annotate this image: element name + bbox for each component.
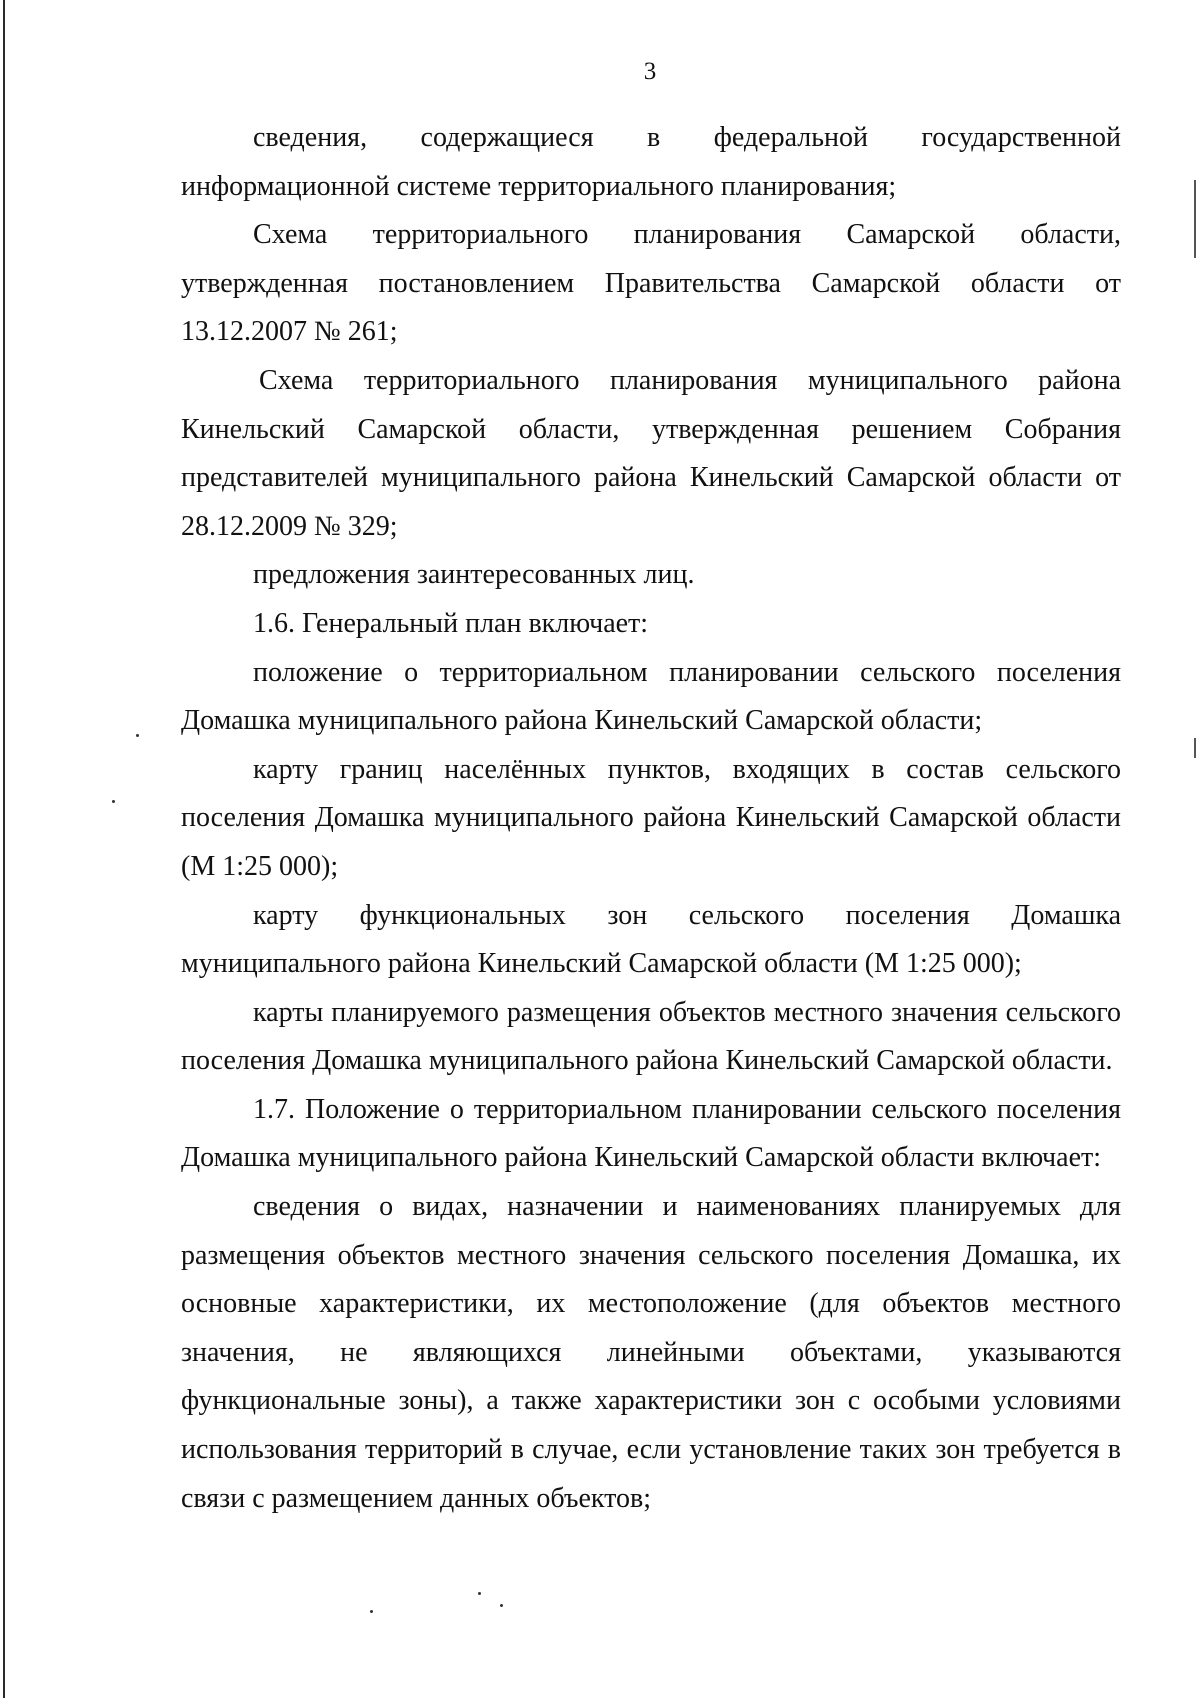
scan-speck [500,1604,503,1607]
paragraph-functional-zones-map: карту функциональных зон сельского поселения Домашка муниципального района Кинельский Самарской области (М 1:25 000); [181,899,1121,980]
scan-right-edge-mark [1194,738,1196,758]
scan-left-edge-line [3,0,5,1698]
paragraph-regional-scheme: Схема территориального планирования Самарской области, утвержденная постановлением Правительства Самарской области от 13.12.2007 № 261; [181,219,1121,348]
paragraph-section-1-6: 1.6. Генеральный план включает: [253,607,649,639]
paragraph-objects-information: сведения о видах, назначении и наименованиях планируемых для размещения объектов местного значения сельского поселения Домашка, их основные характеристики, их местоположение (для объектов местного значения, не являющихся линейными объектами, указываются функциональные зоны), а также характеристики зон с особыми условиями использования территорий в случае, если установление таких зон требуется в связи с размещением данных объектов; [181,1191,1121,1514]
scan-speck [136,734,139,737]
page-number: 3 [643,58,657,85]
document-body [181,114,1121,1523]
paragraph-fgis-info: сведения, содержащиеся в федеральной государственной информационной системе территориального планирования; [181,122,1121,202]
paragraph-section-1-7: 1.7. Положение о территориальном планировании сельского поселения Домашка муниципального района Кинельский Самарской области включает: [181,1093,1121,1174]
paragraph-district-scheme: Схема территориального планирования муниципального района Кинельский Самарской области, утвержденная решением Собрания представителей муниципального района Кинельский Самарской области от 28.12.2009 № 329; [181,364,1121,542]
scan-speck [478,1592,481,1595]
scan-right-edge-mark [1194,180,1196,258]
paragraph-planning-provision: положение о территориальном планировании сельского поселения Домашка муниципального района Кинельский Самарской области; [181,656,1121,737]
paragraph-proposals: предложения заинтересованных лиц. [253,559,695,591]
scan-speck [370,1610,373,1613]
paragraph-local-objects-maps: карты планируемого размещения объектов местного значения сельского поселения Домашка муниципального района Кинельский Самарской области. [181,996,1121,1077]
paragraph-settlement-boundaries-map: карту границ населённых пунктов, входящих в состав сельского поселения Домашка муниципального района Кинельский Самарской области (М 1:25 000); [181,753,1121,882]
scan-speck [112,800,115,803]
